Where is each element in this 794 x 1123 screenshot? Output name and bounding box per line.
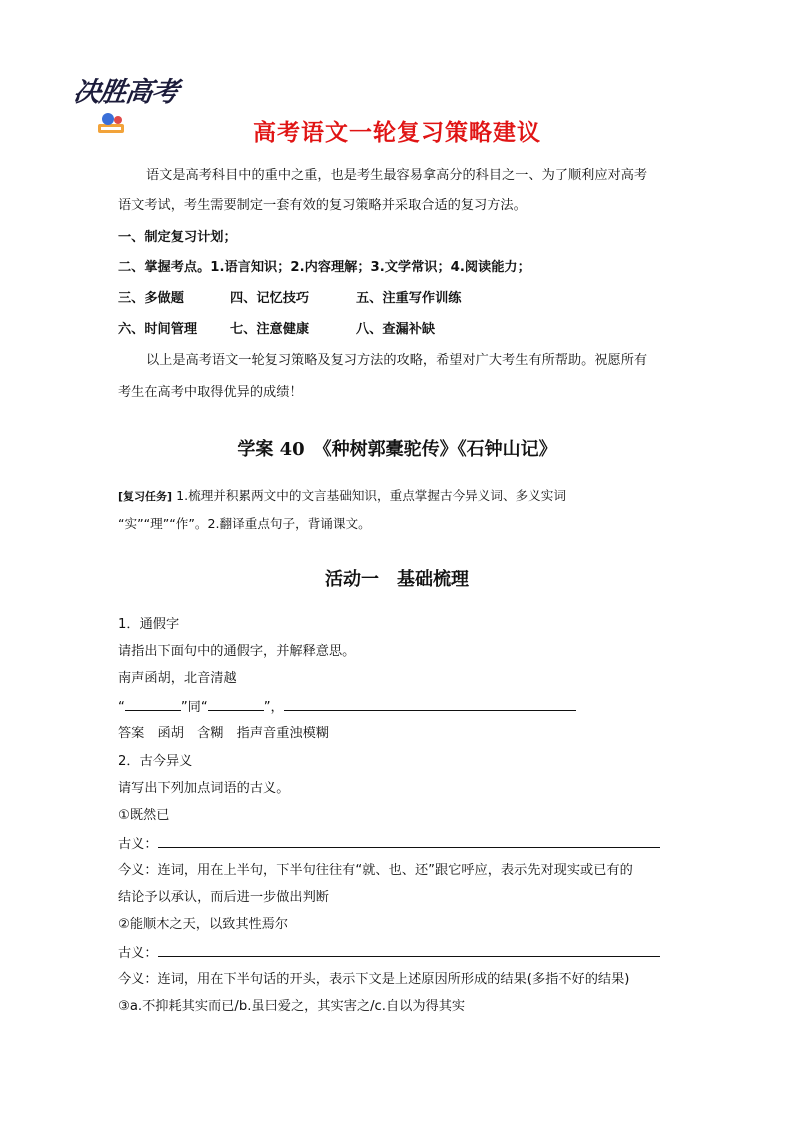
item1-jin-line-2: 结论予以承认，而后进一步做出判断 [118,890,329,905]
logo-text: 决胜高考 [71,77,180,108]
activity-title: 活动一 基础梳理 [325,569,469,590]
strategy-row-4 [118,320,435,340]
conclusion-line-1: 以上是高考语文一轮复习策略及复习方法的攻略，希望对广大考生有所帮助。祝愿所有 [146,353,648,368]
blank-2[interactable] [208,697,264,711]
review-task-tag: [复习任务] [118,490,173,503]
item1-jin-line-1: 今义：连词，用在上半句，下半句往往有“就、也、还”跟它呼应，表示先对现实或已有的 [118,863,633,878]
quote-open: “ [118,700,125,715]
section2-heading: 2．古今异义 [118,754,193,769]
page-title: 高考语文一轮复习策略建议 [253,120,541,146]
section1-sentence: 南声函胡，北音清越 [118,671,237,686]
item1-gu-line [118,834,660,855]
item2-jin-line: 今义：连词，用在下半句话的开头，表示下文是上述原因所形成的结果(多指不好的结果) [118,972,630,987]
strategy-4: 四、记忆技巧 [230,291,310,306]
review-task-text-1: 1.梳理并积累两文中的文言基础知识，重点掌握古今异义词、多义实词 [176,488,566,503]
section1-heading: 1．通假字 [118,617,180,632]
strategy-3: 三、多做题 [118,291,184,306]
gu-label: 古义： [118,837,158,852]
section2-item-2: ②能顺木之天，以致其性焉尔 [118,917,289,932]
quote-close: ”， [263,700,284,715]
strategy-1: 一、制定复习计划； [118,230,237,245]
blank-1[interactable] [125,697,181,711]
item2-gu-line [118,943,660,964]
strategy-8: 八、查漏补缺 [356,322,436,337]
strategy-row-3 [118,289,462,309]
section1-answer: 答案 函胡 含糊 指声音重浊模糊 [118,726,329,741]
conclusion-line-2: 考生在高考中取得优异的成绩！ [118,385,303,400]
strategy-5: 五、注重写作训练 [356,291,462,306]
review-task-line-2: “实”“理”“作”。2.翻译重点句子，背诵课文。 [118,516,371,531]
gu-blank-1[interactable] [158,834,660,848]
intro-line-1: 语文是高考科目中的重中之重，也是考生最容易拿高分的科目之一、为了顺利应对高考 [146,168,648,183]
quote-tong: ”同“ [180,700,208,715]
review-task-line-1 [118,485,566,504]
section1-fill-line [118,697,576,718]
strategy-6: 六、时间管理 [118,322,198,337]
blank-3[interactable] [284,697,576,711]
gu-label: 古义： [118,946,158,961]
strategy-2: 二、掌握考点。1.语言知识；2.内容理解；3.文学常识；4.阅读能力； [118,260,531,275]
lesson-title: 学案 40 《种树郭橐驼传》《石钟山记》 [237,439,557,460]
section2-item-3: ③a.不抑耗其实而已/b.虽曰爱之，其实害之/c.自以为得其实 [118,999,466,1014]
section2-instruction: 请写出下列加点词语的古义。 [118,781,290,796]
gu-blank-2[interactable] [158,943,660,957]
strategy-7: 七、注意健康 [230,322,310,337]
section2-item-1: ①既然已 [118,808,170,823]
section1-instruction: 请指出下面句中的通假字，并解释意思。 [118,644,356,659]
intro-line-2: 语文考试，考生需要制定一套有效的复习策略并采取合适的复习方法。 [118,198,527,213]
